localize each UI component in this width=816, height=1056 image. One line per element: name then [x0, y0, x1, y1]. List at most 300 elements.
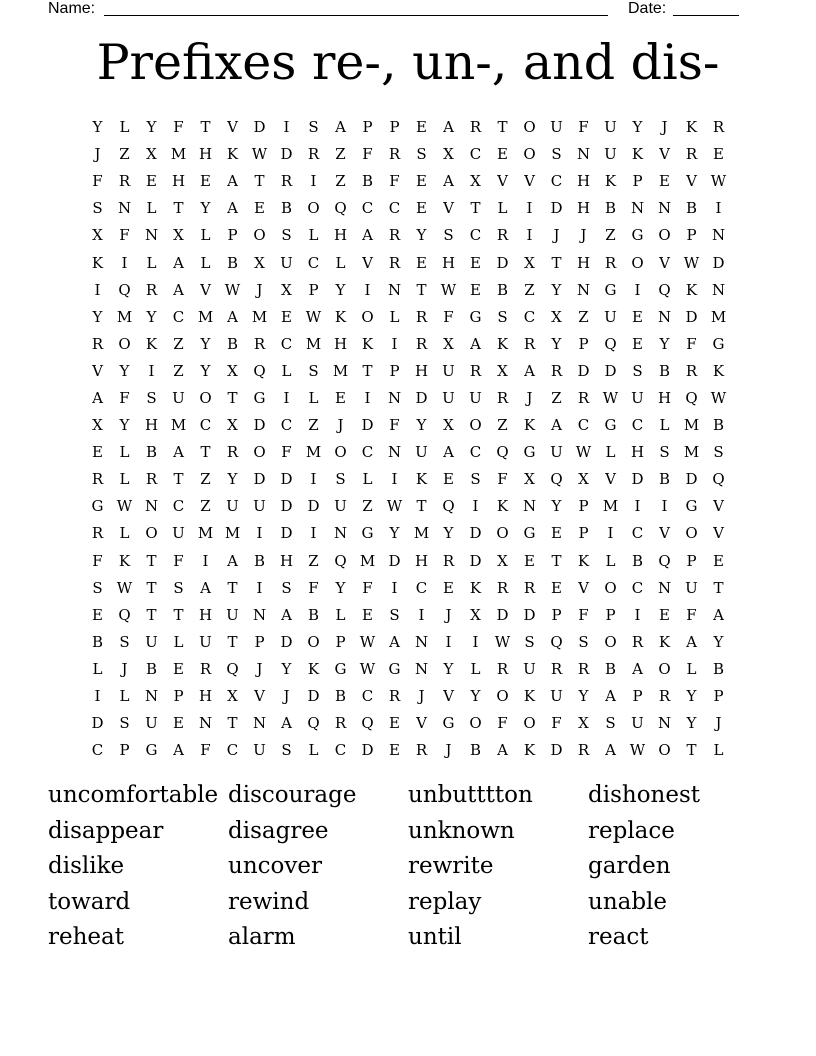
grid-letter: X: [281, 280, 292, 299]
grid-letter: L: [497, 199, 508, 218]
grid-letter: H: [630, 443, 645, 462]
grid-letter: H: [198, 145, 213, 164]
name-line: [104, 15, 608, 16]
grid-letter: A: [713, 605, 724, 624]
grid-letter: D: [523, 605, 536, 624]
grid-letter: M: [710, 307, 727, 326]
grid-letter: W: [116, 497, 133, 516]
grid-row: [84, 141, 732, 168]
grid-letter: S: [443, 226, 454, 245]
grid-letter: J: [445, 741, 452, 760]
grid-letter: E: [551, 524, 562, 543]
grid-letter: J: [283, 687, 290, 706]
grid-letter: G: [388, 659, 401, 678]
grid-letter: I: [310, 524, 317, 543]
grid-letter: Q: [658, 280, 671, 299]
grid-letter: O: [469, 416, 482, 435]
grid-letter: N: [711, 226, 726, 245]
grid-letter: U: [685, 578, 698, 597]
grid-letter: G: [523, 524, 536, 543]
grid-letter: L: [713, 741, 724, 760]
word-bank: [48, 778, 768, 956]
word-bank-item: reheat: [48, 924, 124, 950]
word-bank-item: toward: [48, 888, 131, 915]
grid-letter: N: [117, 199, 132, 218]
grid-letter: R: [307, 145, 320, 164]
grid-letter: R: [91, 470, 104, 489]
grid-letter: Q: [334, 199, 347, 218]
grid-letter: L: [308, 226, 319, 245]
grid-letter: F: [281, 443, 292, 462]
grid-letter: P: [173, 687, 184, 706]
grid-letter: F: [497, 470, 508, 489]
grid-letter: U: [604, 307, 617, 326]
grid-letter: R: [91, 334, 104, 353]
grid-letter: P: [605, 605, 616, 624]
grid-letter: R: [415, 741, 428, 760]
word-bank-item: disagree: [228, 817, 329, 844]
grid-letter: R: [145, 470, 158, 489]
grid-row: [84, 602, 732, 629]
grid-letter: N: [522, 497, 537, 516]
grid-letter: R: [253, 334, 266, 353]
grid-letter: U: [172, 388, 185, 407]
grid-row: [84, 222, 732, 249]
grid-letter: U: [550, 118, 563, 137]
name-label: Name:: [48, 0, 96, 17]
grid-letter: U: [469, 388, 482, 407]
grid-letter: Y: [659, 334, 670, 353]
header: [48, 0, 748, 20]
word-bank-item: until: [408, 924, 462, 950]
grid-letter: J: [526, 388, 533, 407]
grid-letter: S: [632, 361, 643, 380]
grid-letter: T: [173, 199, 184, 218]
grid-letter: A: [92, 388, 103, 407]
grid-letter: M: [251, 307, 268, 326]
grid-letter: H: [441, 253, 456, 272]
grid-letter: Y: [281, 659, 292, 678]
grid-letter: S: [281, 226, 292, 245]
grid-letter: U: [550, 443, 563, 462]
grid-letter: G: [523, 443, 536, 462]
grid-letter: S: [659, 443, 670, 462]
grid-letter: W: [359, 632, 376, 651]
word-search-grid: [84, 114, 732, 764]
grid-letter: Y: [200, 334, 211, 353]
grid-letter: D: [280, 145, 293, 164]
grid-letter: S: [281, 578, 292, 597]
grid-letter: L: [605, 551, 616, 570]
grid-letter: Z: [362, 497, 373, 516]
grid-letter: Q: [442, 497, 455, 516]
grid-letter: N: [144, 687, 159, 706]
grid-letter: M: [224, 524, 241, 543]
grid-letter: D: [415, 388, 428, 407]
grid-letter: Y: [92, 118, 103, 137]
word-bank-item: rewrite: [408, 853, 494, 879]
grid-letter: O: [658, 741, 671, 760]
grid-letter: I: [445, 632, 452, 651]
grid-letter: Z: [173, 361, 184, 380]
grid-letter: Q: [550, 632, 563, 651]
grid-letter: I: [661, 497, 668, 516]
grid-letter: D: [280, 524, 293, 543]
grid-letter: T: [497, 118, 508, 137]
grid-letter: V: [605, 470, 616, 489]
grid-letter: S: [389, 605, 400, 624]
grid-letter: B: [307, 605, 320, 624]
grid-letter: N: [576, 145, 591, 164]
grid-letter: L: [389, 307, 400, 326]
grid-letter: G: [469, 307, 482, 326]
grid-letter: I: [148, 361, 155, 380]
grid-letter: Z: [119, 145, 130, 164]
grid-letter: P: [713, 687, 724, 706]
grid-letter: E: [281, 307, 292, 326]
grid-letter: X: [497, 551, 508, 570]
grid-letter: W: [116, 578, 133, 597]
grid-letter: U: [334, 497, 347, 516]
grid-letter: K: [604, 172, 617, 191]
grid-row: [84, 385, 732, 412]
grid-letter: F: [173, 118, 184, 137]
grid-letter: J: [256, 659, 263, 678]
grid-letter: T: [362, 361, 373, 380]
grid-letter: E: [497, 145, 508, 164]
grid-letter: R: [442, 551, 455, 570]
grid-letter: V: [686, 172, 697, 191]
grid-letter: R: [550, 361, 563, 380]
grid-letter: L: [335, 253, 346, 272]
grid-letter: M: [683, 443, 700, 462]
grid-letter: C: [631, 416, 644, 435]
grid-letter: X: [551, 307, 562, 326]
grid-letter: L: [119, 687, 130, 706]
grid-letter: I: [472, 497, 479, 516]
grid-letter: Y: [389, 524, 400, 543]
grid-letter: O: [334, 443, 347, 462]
page-title: Prefixes re-, un-, and dis-: [96, 34, 720, 91]
grid-letter: U: [523, 659, 536, 678]
grid-letter: K: [523, 416, 536, 435]
grid-letter: E: [173, 659, 184, 678]
grid-letter: R: [523, 334, 536, 353]
grid-row: [84, 249, 732, 276]
grid-letter: G: [442, 714, 455, 733]
grid-letter: K: [496, 334, 509, 353]
grid-letter: V: [92, 361, 103, 380]
grid-letter: B: [145, 443, 158, 462]
grid-letter: E: [659, 172, 670, 191]
grid-letter: A: [281, 605, 292, 624]
grid-letter: B: [91, 632, 104, 651]
grid-letter: K: [145, 334, 158, 353]
grid-letter: V: [659, 524, 670, 543]
grid-letter: X: [443, 145, 454, 164]
grid-letter: E: [524, 551, 535, 570]
grid-letter: G: [712, 334, 725, 353]
word-bank-item: uncover: [228, 853, 322, 879]
grid-letter: C: [577, 416, 590, 435]
grid-letter: U: [145, 632, 158, 651]
grid-letter: N: [387, 443, 402, 462]
grid-letter: X: [524, 470, 535, 489]
grid-letter: I: [94, 280, 101, 299]
grid-letter: N: [252, 714, 267, 733]
grid-letter: P: [308, 280, 319, 299]
grid-letter: P: [632, 172, 643, 191]
grid-letter: L: [281, 361, 292, 380]
grid-letter: A: [173, 741, 184, 760]
grid-letter: Y: [551, 280, 562, 299]
word-bank-item: replace: [588, 817, 675, 844]
grid-letter: E: [335, 388, 346, 407]
grid-row: [84, 412, 732, 439]
grid-letter: R: [685, 145, 698, 164]
grid-letter: B: [604, 199, 617, 218]
grid-row: [84, 520, 732, 547]
grid-letter: Y: [416, 416, 427, 435]
grid-letter: P: [362, 118, 373, 137]
grid-letter: S: [92, 578, 103, 597]
grid-letter: T: [227, 388, 238, 407]
grid-letter: N: [657, 199, 672, 218]
grid-letter: Z: [200, 470, 211, 489]
grid-letter: I: [310, 470, 317, 489]
grid-letter: T: [200, 443, 211, 462]
grid-letter: A: [389, 632, 400, 651]
grid-letter: N: [414, 632, 429, 651]
grid-letter: P: [551, 605, 562, 624]
grid-letter: F: [686, 334, 697, 353]
grid-letter: U: [280, 253, 293, 272]
grid-letter: T: [146, 605, 157, 624]
grid-letter: H: [333, 334, 348, 353]
grid-letter: A: [227, 551, 238, 570]
grid-letter: D: [577, 361, 590, 380]
word-bank-item: dishonest: [588, 782, 701, 808]
grid-letter: N: [144, 497, 159, 516]
grid-letter: R: [91, 524, 104, 543]
grid-letter: W: [710, 388, 727, 407]
grid-letter: F: [308, 578, 319, 597]
grid-letter: B: [253, 551, 266, 570]
grid-letter: N: [387, 388, 402, 407]
grid-letter: A: [281, 714, 292, 733]
grid-letter: S: [335, 470, 346, 489]
grid-letter: A: [686, 632, 697, 651]
grid-letter: L: [119, 524, 130, 543]
word-bank-item: rewind: [228, 888, 310, 915]
grid-letter: Q: [361, 714, 374, 733]
grid-letter: K: [496, 497, 509, 516]
grid-letter: Y: [713, 632, 724, 651]
grid-letter: N: [414, 659, 429, 678]
grid-letter: Z: [308, 551, 319, 570]
grid-letter: J: [121, 659, 128, 678]
grid-letter: X: [92, 226, 103, 245]
grid-letter: W: [710, 172, 727, 191]
grid-letter: U: [442, 361, 455, 380]
grid-letter: R: [496, 659, 509, 678]
grid-letter: R: [577, 741, 590, 760]
grid-letter: B: [685, 199, 698, 218]
grid-letter: R: [658, 687, 671, 706]
grid-letter: S: [497, 307, 508, 326]
grid-letter: D: [307, 687, 320, 706]
grid-letter: Z: [605, 226, 616, 245]
grid-letter: U: [550, 687, 563, 706]
grid-letter: X: [92, 416, 103, 435]
grid-letter: M: [602, 497, 619, 516]
grid-letter: S: [119, 714, 130, 733]
grid-letter: M: [359, 551, 376, 570]
grid-letter: E: [389, 714, 400, 733]
grid-letter: C: [361, 443, 374, 462]
grid-letter: H: [198, 687, 213, 706]
grid-letter: C: [199, 416, 212, 435]
grid-letter: L: [659, 416, 670, 435]
grid-letter: F: [92, 551, 103, 570]
grid-letter: R: [199, 659, 212, 678]
grid-letter: R: [631, 632, 644, 651]
grid-letter: P: [335, 632, 346, 651]
grid-letter: D: [469, 524, 482, 543]
grid-letter: P: [686, 551, 697, 570]
grid-letter: V: [713, 497, 724, 516]
grid-letter: D: [388, 551, 401, 570]
grid-letter: I: [634, 605, 641, 624]
grid-letter: U: [631, 388, 644, 407]
grid-letter: Q: [604, 334, 617, 353]
grid-letter: L: [686, 659, 697, 678]
grid-letter: E: [416, 199, 427, 218]
grid-letter: R: [496, 578, 509, 597]
grid-letter: U: [631, 714, 644, 733]
grid-letter: Q: [226, 659, 239, 678]
grid-letter: I: [526, 199, 533, 218]
grid-letter: C: [280, 334, 293, 353]
grid-letter: Q: [496, 443, 509, 462]
grid-letter: M: [170, 145, 187, 164]
grid-letter: N: [657, 578, 672, 597]
grid-letter: R: [118, 172, 131, 191]
grid-letter: G: [91, 497, 104, 516]
grid-letter: O: [307, 632, 320, 651]
grid-letter: B: [496, 280, 509, 299]
grid-letter: C: [550, 172, 563, 191]
grid-letter: Y: [443, 659, 454, 678]
grid-letter: G: [685, 497, 698, 516]
grid-letter: D: [550, 741, 563, 760]
grid-letter: I: [391, 334, 398, 353]
grid-letter: X: [173, 226, 184, 245]
grid-letter: K: [658, 632, 671, 651]
grid-letter: T: [173, 470, 184, 489]
grid-letter: D: [361, 416, 374, 435]
grid-letter: L: [119, 443, 130, 462]
grid-letter: X: [254, 253, 265, 272]
grid-letter: L: [119, 470, 130, 489]
grid-letter: T: [227, 714, 238, 733]
grid-letter: E: [200, 172, 211, 191]
grid-letter: R: [280, 172, 293, 191]
grid-letter: H: [333, 226, 348, 245]
grid-letter: A: [335, 118, 346, 137]
grid-letter: V: [227, 118, 238, 137]
grid-letter: A: [497, 741, 508, 760]
grid-letter: B: [334, 687, 347, 706]
grid-letter: R: [577, 388, 590, 407]
grid-letter: D: [550, 199, 563, 218]
grid-letter: K: [415, 470, 428, 489]
grid-letter: C: [91, 741, 104, 760]
grid-letter: I: [364, 388, 371, 407]
grid-letter: C: [469, 226, 482, 245]
grid-letter: E: [443, 578, 454, 597]
grid-letter: U: [604, 118, 617, 137]
grid-letter: X: [578, 714, 589, 733]
grid-letter: U: [442, 388, 455, 407]
grid-letter: B: [631, 551, 644, 570]
grid-letter: O: [496, 524, 509, 543]
grid-letter: Q: [550, 470, 563, 489]
grid-letter: T: [146, 578, 157, 597]
word-bank-item: unbutttton: [408, 782, 533, 808]
grid-letter: D: [253, 118, 266, 137]
grid-letter: W: [440, 280, 457, 299]
grid-letter: W: [683, 253, 700, 272]
grid-letter: A: [227, 307, 238, 326]
grid-letter: I: [634, 497, 641, 516]
grid-letter: R: [604, 253, 617, 272]
grid-row: [84, 304, 732, 331]
grid-letter: U: [172, 524, 185, 543]
grid-letter: X: [227, 416, 238, 435]
grid-letter: T: [470, 199, 481, 218]
grid-letter: S: [524, 632, 535, 651]
grid-letter: M: [305, 443, 322, 462]
grid-letter: Y: [119, 361, 130, 380]
grid-letter: E: [551, 578, 562, 597]
grid-letter: J: [445, 605, 452, 624]
grid-letter: Q: [253, 361, 266, 380]
grid-letter: A: [173, 443, 184, 462]
grid-letter: S: [416, 145, 427, 164]
grid-letter: C: [631, 524, 644, 543]
grid-letter: S: [578, 632, 589, 651]
grid-letter: Q: [685, 388, 698, 407]
grid-letter: P: [119, 741, 130, 760]
grid-letter: L: [308, 741, 319, 760]
grid-letter: R: [550, 659, 563, 678]
grid-letter: K: [577, 551, 590, 570]
grid-letter: G: [253, 388, 266, 407]
grid-letter: A: [632, 659, 643, 678]
grid-letter: C: [334, 741, 347, 760]
grid-letter: I: [418, 605, 425, 624]
grid-letter: R: [388, 253, 401, 272]
grid-letter: N: [630, 199, 645, 218]
grid-letter: P: [632, 687, 643, 706]
grid-letter: I: [391, 470, 398, 489]
grid-letter: E: [362, 605, 373, 624]
grid-letter: C: [361, 687, 374, 706]
grid-letter: O: [118, 334, 131, 353]
grid-row: [84, 331, 732, 358]
grid-letter: K: [307, 659, 320, 678]
